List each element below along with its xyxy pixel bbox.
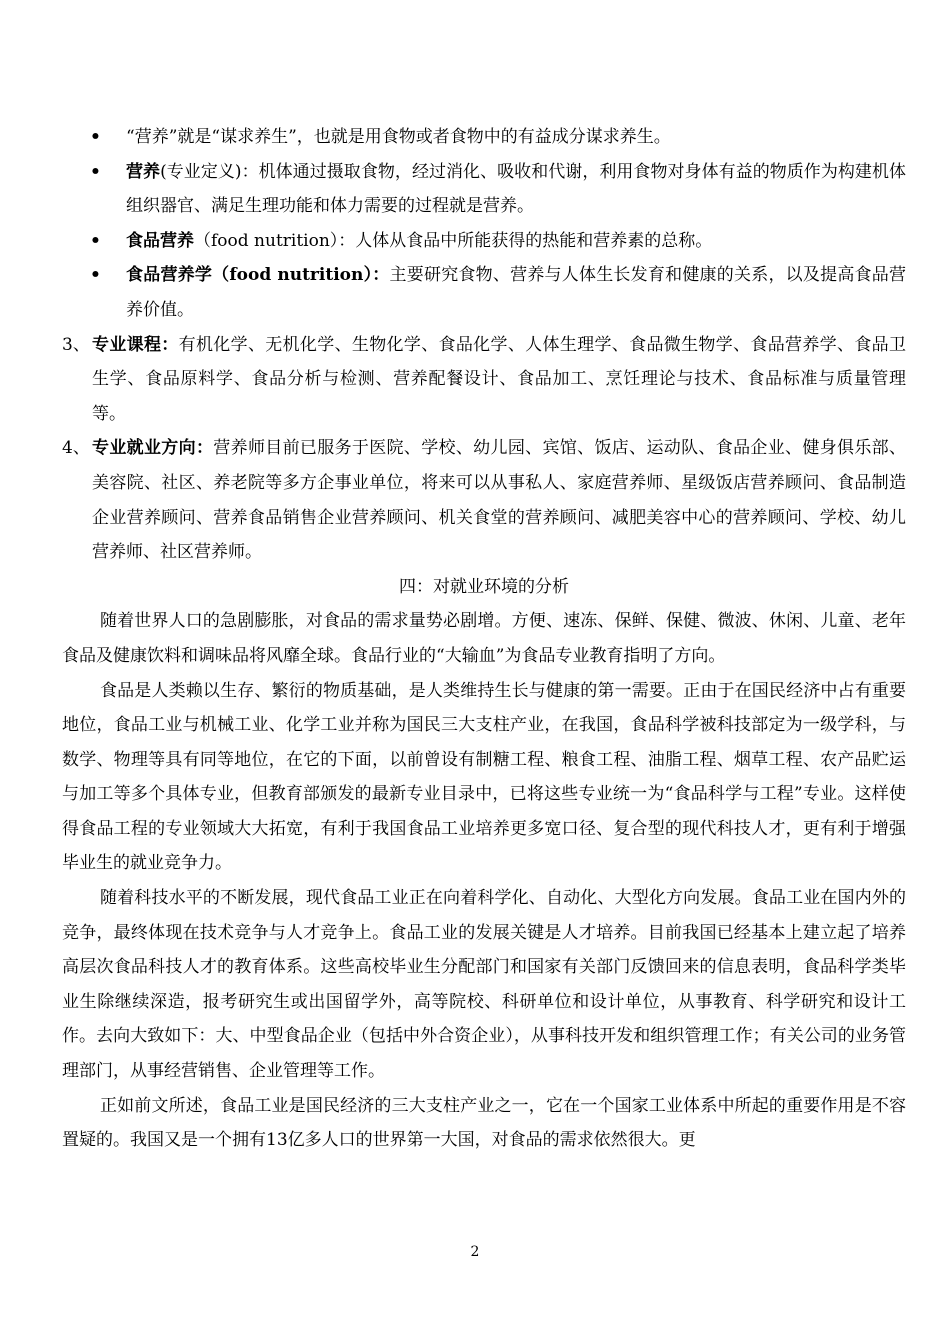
section-heading: 四：对就业环境的分析 [399,576,569,597]
paragraph: 随着世界人口的急剧膨胀，对食品的需求量势必剧增。方便、速冻、保鲜、保健、微波、休闲、儿童、老年食品及健康饮料和调味品将风靡全球。食品行业的“大输血”为食品专业教育指明了方向。 [62,611,906,666]
bullet-icon: • [90,161,101,182]
page-number: 2 [470,1244,480,1260]
bullet-bold-text: 营养 [126,161,161,182]
item-text: 有机化学、无机化学、生物化学、食品化学、人体生理学、食品微生物学、食品营养学、食品卫生学、食品原料学、食品分析与检测、营养配餐设计、食品加工、烹饪理论与技术、食品标准与质量管理等。 [92,334,907,424]
item-text: 营养师目前已服务于医院、学校、幼儿园、宾馆、饭店、运动队、食品企业、健身俱乐部、美容院、社区、养老院等多方企事业单位，将来可以从事私人、家庭营养师、星级饭店营养顾问、食品制造企业营养顾问、营养食品销售企业营养顾问、机关食堂的营养顾问、减肥美容中心的营养顾问、学校、幼儿营养师、社区营养师。 [92,438,907,563]
bullet-text: 主要研究食物、营养与人体生长发育和健康的关系，以及提高食品营养价值。 [126,265,907,320]
item-number: 4、 [62,438,90,459]
bullet-item-food-nutrition-science [62,258,906,327]
item-bold-text: 专业课程： [92,334,179,355]
bullet-icon: • [90,230,101,251]
bullet-item-yingyang-general [62,120,906,155]
bullet-item-food-nutrition [62,224,906,259]
paragraph: 随着科技水平的不断发展，现代食品工业正在向着科学化、自动化、大型化方向发展。食品工业在国内外的竞争，最终体现在技术竞争与人才竞争上。食品工业的发展关键是人才培养。目前我国已经基本上建立起了培养高层次食品科技人才的教育体系。这些高校毕业生分配部门和国家有关部门反馈回来的信息表明，食品科学类毕业生除继续深造，报考研究生或出国留学外，高等院校、科研单位和设计单位，从事教育、科学研究和设计工作。去向大致如下：大、中型食品企业（包括中外合资企业），从事科技开发和组织管理工作；有关公司的业务管理部门，从事经营销售、企业管理等工作。 [62,888,906,1082]
bullet-text: “营养”就是“谋求养生”，也就是用食物或者食物中的有益成分谋求养生。 [126,127,671,147]
bullet-text: (专业定义)：机体通过摄取食物，经过消化、吸收和代谢，利用食物对身体有益的物质作为构建机体组织器官、满足生理功能和体力需要的过程就是营养。 [126,161,906,217]
paragraph: 食品是人类赖以生存、繁衍的物质基础，是人类维持生长与健康的第一需要。正由于在国民经济中占有重要地位，食品工业与机械工业、化学工业并称为国民三大支柱产业，在我国，食品科学被科技部定为一级学科，与数学、物理等具有同等地位，在它的下面，以前曾设有制糖工程、粮食工程、油脂工程、烟草工程、农产品贮运与加工等多个具体专业，但教育部颁发的最新专业目录中，已将这些专业统一为“食品科学与工程”专业。这样使得食品工程的专业领域大大拓宽，有利于我国食品工业培养更多宽口径、复合型的现代科技人才，更有利于增强毕业生的就业竞争力。 [62,680,906,874]
bullet-text: （food nutrition）：人体从食品中所能获得的热能和营养素的总称。 [194,230,713,251]
item-bold-text: 专业就业方向： [92,438,214,459]
paragraph: 正如前文所述，食品工业是国民经济的三大支柱产业之一，它在一个国家工业体系中所起的重要作用是不容置疑的。我国又是一个拥有13亿多人口的世界第一大国，对食品的需求依然很大。更 [62,1095,906,1151]
item-number: 3、 [62,334,90,355]
bullet-icon: • [90,265,101,286]
page-content [62,120,906,1158]
numbered-item-employment [62,431,906,569]
bullet-item-yingyang-definition [62,155,906,224]
bullet-bold-text: 食品营养 [126,230,194,251]
bullet-icon: • [90,127,101,147]
bullet-bold-text: 食品营养学（food nutrition）： [126,265,390,286]
numbered-item-courses [62,328,906,432]
